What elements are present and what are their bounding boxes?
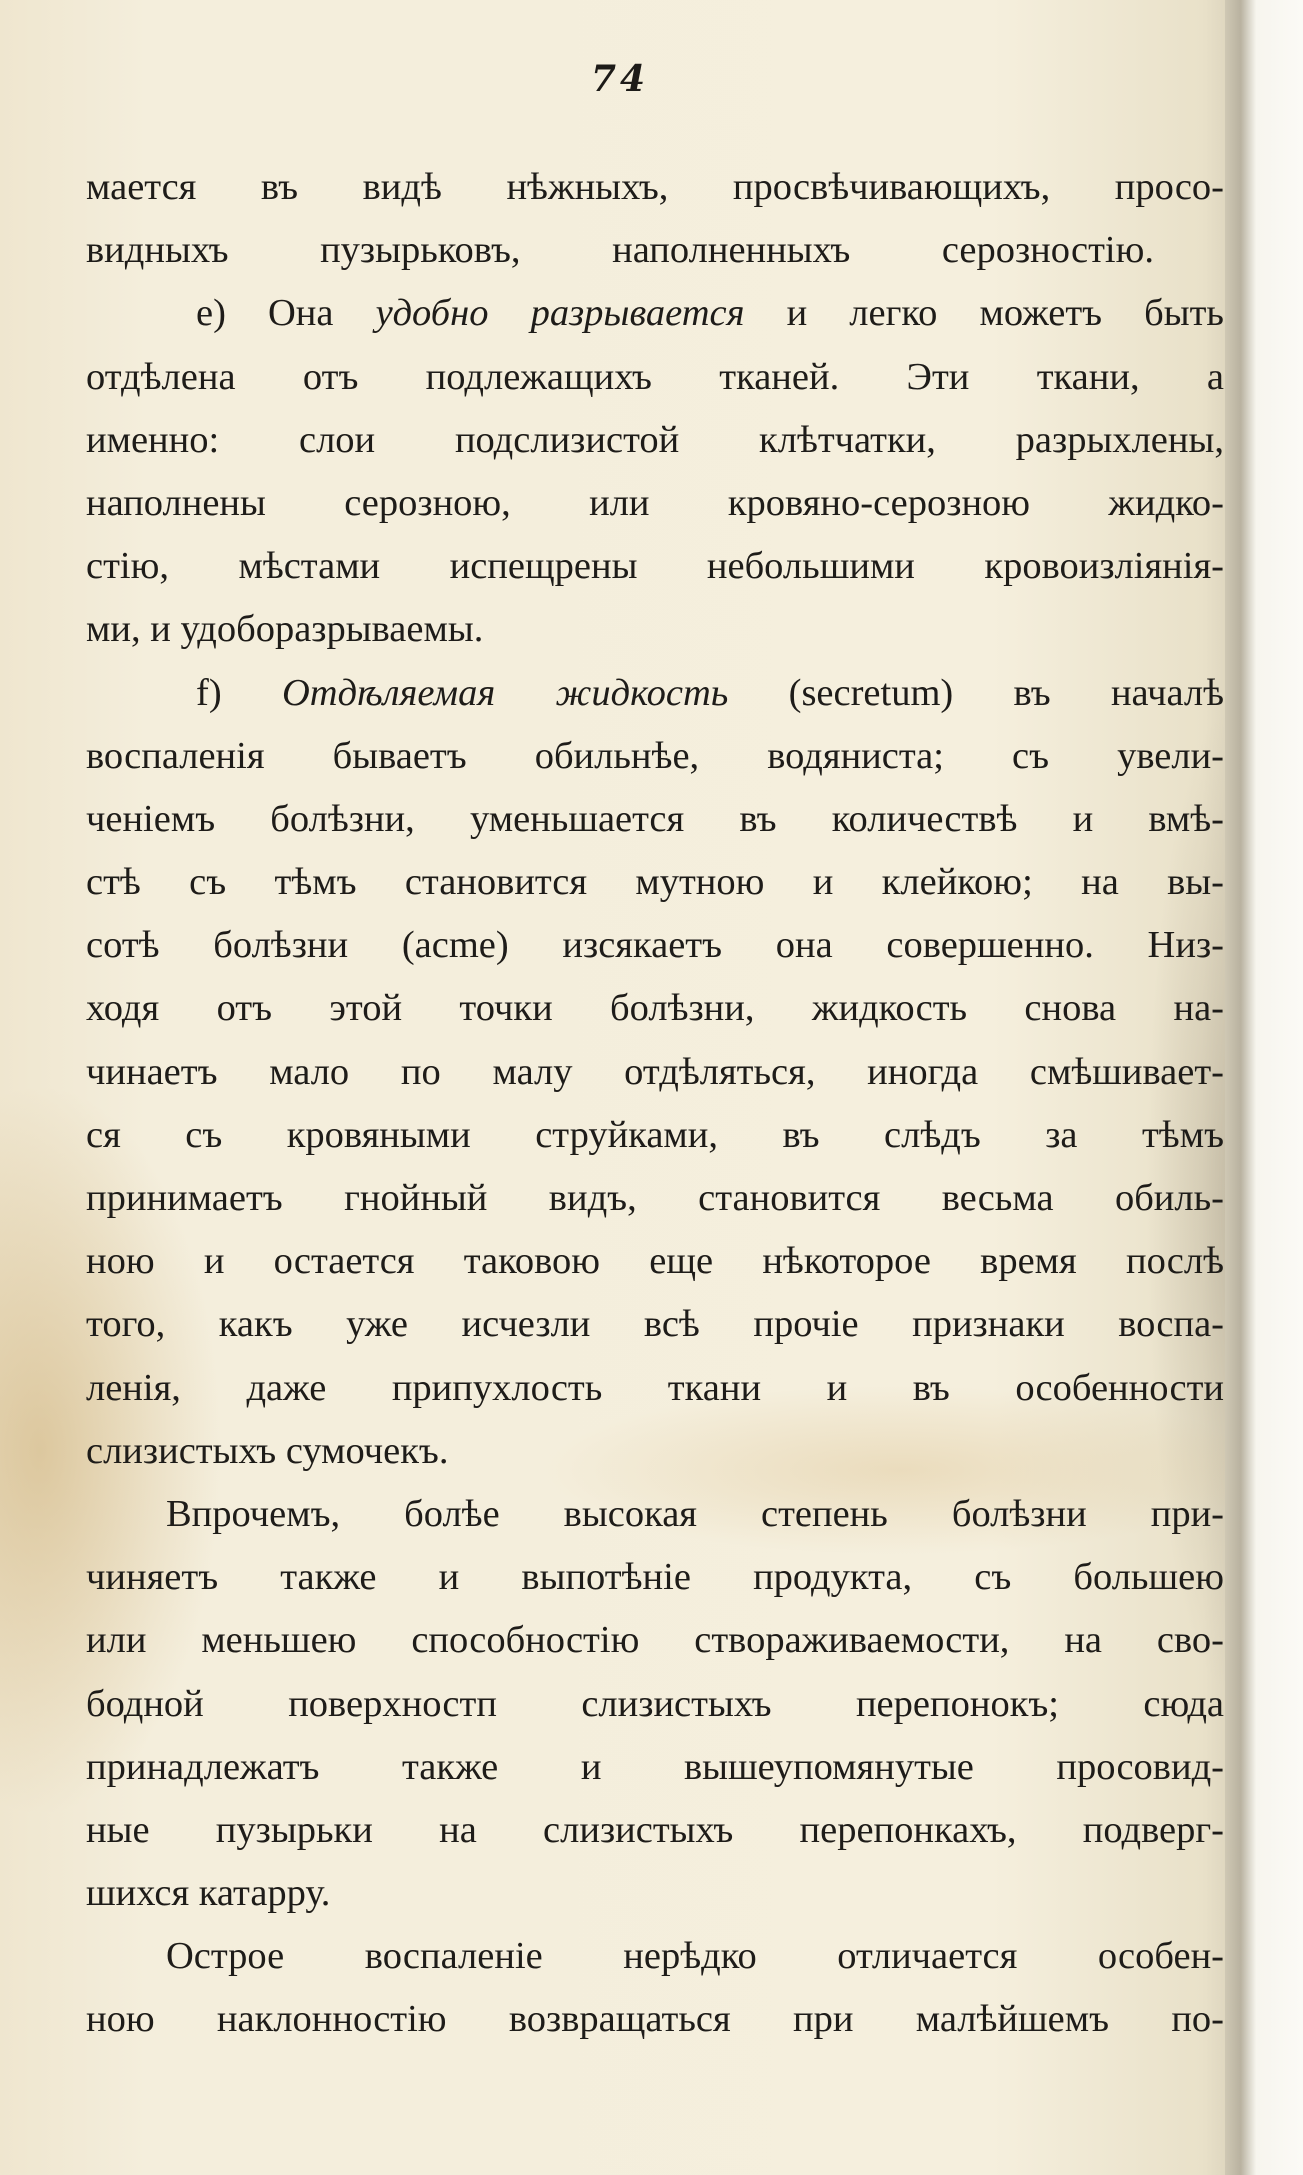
text-line: именно: слои подслизистой клѣтчатки, разрыхлены, [86, 418, 1224, 461]
text-line: Впрочемъ, болѣе высокая степень болѣзни при- [166, 1492, 1224, 1535]
text-line: сотѣ болѣзни (acme) изсякаетъ она совершенно. Низ- [86, 924, 1224, 967]
text-line: слизистыхъ сумочекъ. [86, 1429, 449, 1472]
text-line: того, какъ уже исчезли всѣ прочіе признаки воспа- [86, 1303, 1224, 1346]
paragraph-marker-f: f) [196, 671, 222, 714]
italic-term: удобно разрывается [375, 292, 745, 335]
text-line [86, 662, 1224, 725]
text-line: шихся катарру. [86, 1872, 331, 1915]
line-tail: (secretum) въ началѣ [788, 671, 1225, 714]
text-line: принадлежатъ также и вышеупомянутые просовид- [86, 1745, 1224, 1788]
text-line: ченіемъ болѣзни, уменьшается въ количествѣ и вмѣ- [86, 797, 1224, 840]
text-line [86, 282, 1224, 345]
text-line: чинаетъ мало по малу отдѣляться, иногда смѣшивает- [86, 1050, 1224, 1093]
text-line: или меньшею способностію створаживаемости, на сво- [86, 1619, 1224, 1662]
italic-term: Отдѣляемая жидкость [281, 671, 729, 714]
text-line: наполнены серозною, или кровяно-серозною жидко- [86, 481, 1224, 524]
text-line: ною и остается таковою еще нѣкоторое время послѣ [86, 1240, 1224, 1283]
line-tail: и легко можетъ быть [786, 292, 1224, 335]
text-line: ходя отъ этой точки болѣзни, жидкость снова на- [86, 987, 1224, 1030]
text-line: ные пузырьки на слизистыхъ перепонкахъ, подверг- [86, 1808, 1224, 1851]
text-line: мается въ видѣ нѣжныхъ, просвѣчивающихъ, просо- [86, 166, 1224, 208]
text-line: чиняетъ также и выпотѣніе продукта, съ большею [86, 1556, 1224, 1599]
text-line: ною наклонностію возвращаться при малѣйшемъ по- [86, 1998, 1224, 2041]
text-line: Острое воспаленіе нерѣдко отличается особен- [166, 1935, 1224, 1978]
page-number: 74 [590, 58, 650, 100]
text-line: ми, и удоборазрываемы. [86, 608, 484, 651]
text-line: отдѣлена отъ подлежащихъ тканей. Эти ткани, а [86, 355, 1224, 398]
text-line: бодной поверхностп слизистыхъ перепонокъ; сюда [86, 1682, 1224, 1725]
page-text [86, 156, 1224, 2052]
text-line: воспаленія бываетъ обильнѣе, водяниста; съ увели- [86, 734, 1224, 777]
text-line: принимаетъ гнойный видъ, становится весьма обиль- [86, 1177, 1224, 1219]
text-line: стѣ съ тѣмъ становится мутною и клейкою; на вы- [86, 861, 1224, 904]
text-line: ся съ кровяными струйками, въ слѣдъ за тѣмъ [86, 1113, 1224, 1156]
paragraph-marker-e: e) Она [196, 292, 334, 335]
page-edge [1225, 0, 1303, 2175]
text-line: ленія, даже припухлость ткани и въ особенности [86, 1366, 1224, 1409]
text-line: стію, мѣстами испещрены небольшими кровоизліянія- [86, 545, 1224, 588]
text-line: видныхъ пузырьковъ, наполненныхъ серозностію. [86, 229, 1154, 272]
